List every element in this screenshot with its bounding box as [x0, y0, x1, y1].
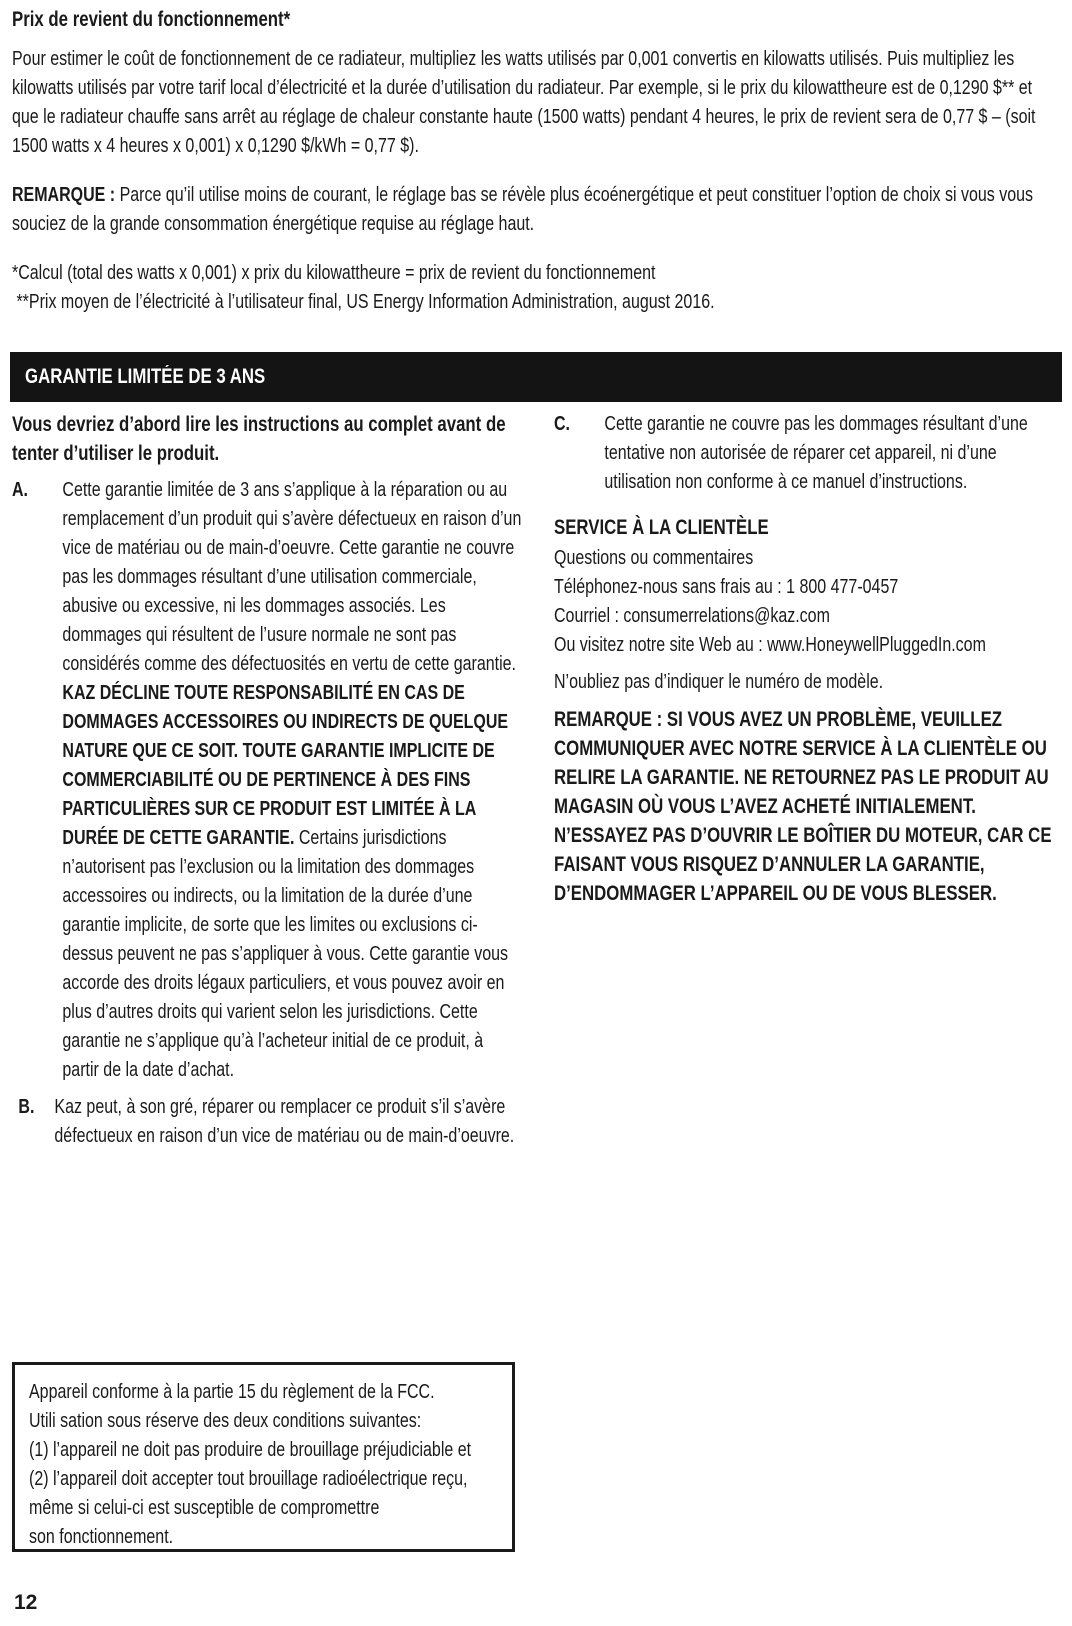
fcc-line: Utili sation sous réserve des deux conditions suivantes: [29, 1410, 422, 1432]
warranty-intro: Vous devriez d’abord lire les instructions au complet avant de tenter d’utiliser le produit. [12, 413, 506, 465]
item-a-label: A. [12, 479, 28, 501]
warranty-right-column [554, 410, 1066, 908]
cost-note-label: REMARQUE : [12, 184, 116, 206]
service-remark: REMARQUE : SI VOUS AVEZ UN PROBLÈME, VEUILLEZ COMMUNIQUER AVEC NOTRE SERVICE À LA CLIENTÈLE OU RELIRE LA GARANTIE. NE RETOURNEZ PAS LE PRODUIT AU MAGASIN OÙ VOUS L’AVEZ ACHETÉ INITIALEMENT. N’ESSAYEZ PAS D’OUVRIR LE BOÎTIER DU MOTEUR, CAR CE FAISANT VOUS RISQUEZ D’ANNULER LA GARANTIE, D’ENDOMMAGER L’APPAREIL OU DE VOUS BLESSER. [554, 708, 1052, 905]
service-phone: Téléphonez-nous sans frais au : 1 800 477-0457 [554, 576, 899, 598]
item-b-label: B. [18, 1096, 35, 1118]
service-email: Courriel : consumerrelations@kaz.com [554, 605, 830, 627]
warranty-item-b [12, 1093, 524, 1151]
fcc-line: (1) l’appareil ne doit pas produire de brouillage préjudiciable et [29, 1439, 472, 1461]
fcc-notice-box [12, 1362, 515, 1552]
fcc-notice-text [29, 1378, 509, 1552]
warranty-banner-title: GARANTIE LIMITÉE DE 3 ANS [25, 365, 266, 388]
fcc-line: Appareil conforme à la partie 15 du règlement de la FCC. [29, 1381, 435, 1403]
item-a-disclaimer: KAZ DÉCLINE TOUTE RESPONSABILITÉ EN CAS DE DOMMAGES ACCESSOIRES OU INDIRECTS DE QUELQUE NATURE QUE CE SOIT. TOUTE GARANTIE IMPLICITE DE COMMERCIABILITÉ OU DE PERTINENCE À DES FINS PARTICULIÈRES SUR CE PRODUIT EST LIMITÉE À LA DURÉE DE CETTE GARANTIE. [62, 682, 509, 849]
item-c-text: Cette garantie ne couvre pas les dommages résultant d’une tentative non autorisée de réparer cet appareil, ni d’une utilisation non conforme à ce manuel d’instructions. [604, 413, 1028, 493]
fcc-line: même si celui-ci est susceptible de compromettre [29, 1497, 380, 1519]
cost-note-text: Parce qu’il utilise moins de courant, le réglage bas se révèle plus écoénergétique et peut constituer l’option de choix si vous vous souciez de la grande consommation énergétique requise au réglage haut. [12, 184, 1033, 235]
item-a-text: Cette garantie limitée de 3 ans s’applique à la réparation ou au remplacement d’un produit qui s’avère défectueux en raison d’un vice de matériau ou de main-d’oeuvre. Cette garantie ne couvre pas les dommages résultant d’une utilisation commerciale, abusive ou excessive, ni les dommages associés. Les dommages qui résultent de l’usure normale ne sont pas considérés comme des défectuosités en vertu de cette garantie. [62, 479, 522, 675]
footnote-calc: *Calcul (total des watts x 0,001) x prix du kilowattheure = prix de revient du fonctionnement [12, 262, 656, 284]
warranty-left-column [12, 410, 524, 1151]
cost-title: Prix de revient du fonctionnement* [12, 8, 291, 31]
cost-section [12, 6, 1056, 317]
warranty-item-c [554, 410, 1066, 497]
fcc-line: son fonctionnement. [29, 1526, 174, 1548]
fcc-line: (2) l’appareil doit accepter tout brouillage radioélectrique reçu, [29, 1468, 468, 1490]
page-number: 12 [14, 1591, 38, 1614]
service-website: Ou visitez notre site Web au : www.HoneywellPluggedIn.com [554, 634, 986, 656]
item-a-text-2: Certains jurisdictions n’autorisent pas l’exclusion ou la limitation des dommages accessoires ou indirects, ou la limitation de la durée d’une garantie implicite, de sorte que les limites ou exclusions ci-dessus peuvent ne pas s’appliquer à vous. Cette garantie vous accorde des droits légaux particuliers, et vous pouvez avoir en plus d’autres droits qui varient selon les jurisdictions. Cette garantie ne s’applique qu’à l’acheteur initial de ce produit, à partir de la date d’achat. [62, 827, 509, 1081]
cost-paragraph: Pour estimer le coût de fonctionnement de ce radiateur, multipliez les watts utilisés par 0,001 convertis en kilowatts utilisés. Puis multipliez les kilowatts utilisés par votre tarif local d’électricité et la durée d’utilisation du radiateur. Par exemple, si le prix du kilowattheure est de 0,1290 $** et que le radiateur chauffe sans arrêt au réglage de chaleur constante haute (1500 watts) pendant 4 heures, le prix de revient sera de 0,77 $ – (soit 1500 watts x 4 heures x 0,001) x 0,1290 $/kWh = 0,77 $). [12, 48, 1036, 157]
item-c-label: C. [554, 413, 570, 435]
cost-footnotes [12, 259, 1056, 317]
customer-service-title: SERVICE À LA CLIENTÈLE [554, 516, 769, 539]
warranty-banner [10, 352, 1062, 402]
service-model-reminder: N’oubliez pas d’indiquer le numéro de modèle. [554, 671, 884, 693]
warranty-item-a [12, 476, 524, 1085]
footnote-price: **Prix moyen de l’électricité à l’utilisateur final, US Energy Information Administration, august 2016. [12, 291, 715, 313]
item-b-text: Kaz peut, à son gré, réparer ou remplacer ce produit s’il s’avère défectueux en raison d’un vice de matériau ou de main-d’oeuvre. [54, 1096, 515, 1147]
service-questions: Questions ou commentaires [554, 547, 754, 569]
cost-note [12, 181, 1056, 239]
